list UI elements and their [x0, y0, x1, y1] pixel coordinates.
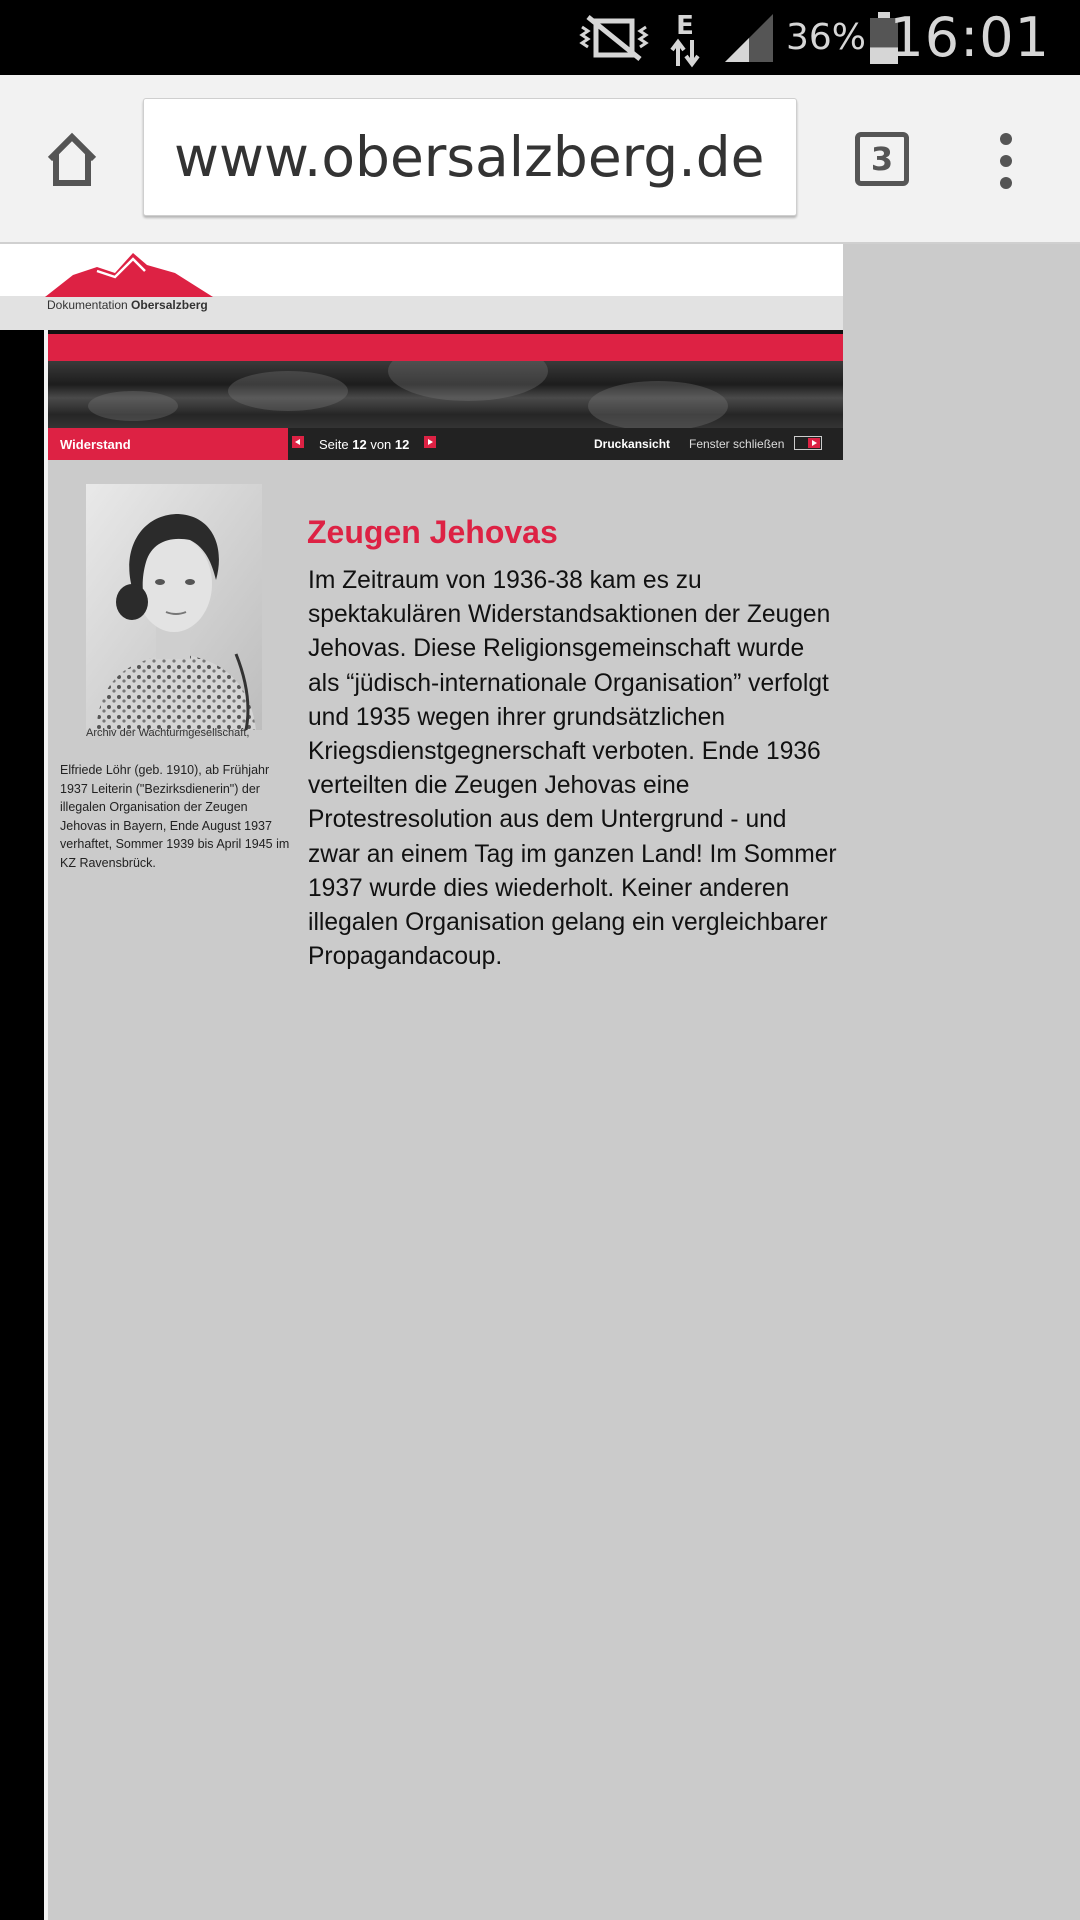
article-title: Zeugen Jehovas	[307, 514, 558, 550]
next-page-button[interactable]	[424, 436, 436, 448]
tabs-button[interactable]	[855, 132, 909, 186]
page-prefix: Seite	[319, 436, 353, 452]
logo-text	[47, 298, 208, 312]
banner-red-stripe	[48, 334, 843, 361]
print-view-link[interactable]: Druckansicht	[594, 437, 671, 451]
page-mid: von	[366, 436, 395, 452]
previous-page-button[interactable]	[292, 436, 304, 448]
url-text: www.obersalzberg.de	[174, 125, 765, 189]
overflow-menu-icon	[996, 131, 1016, 191]
portrait-photo	[86, 484, 262, 730]
browser-toolbar	[0, 75, 1080, 244]
close-window-link[interactable]: Fenster schließen	[689, 437, 785, 451]
web-page	[0, 244, 1080, 1920]
photo-credit: Archiv der Wachturmgesellschaft,	[86, 727, 250, 739]
network-type-label: E	[676, 10, 694, 41]
photo-caption: Elfriede Löhr (geb. 1910), ab Frühjahr 1937 Leiterin ("Bezirksdienerin") der illegalen Organisation der Zeugen Jehovas in Bayern, Ende August 1937 verhaftet, Sommer 1939 bis April 1945 im KZ Ravensbrück.	[60, 763, 290, 870]
battery-percent: 36%	[785, 17, 866, 58]
page-total: 12	[394, 436, 410, 452]
close-window-icon[interactable]	[794, 436, 822, 450]
section-label[interactable]: Widerstand	[48, 428, 288, 460]
banner-image	[48, 361, 843, 428]
vibrate-off-icon	[578, 0, 650, 75]
signal-icon	[723, 0, 775, 75]
status-bar	[0, 0, 1080, 75]
url-bar[interactable]	[143, 98, 797, 216]
page-current: 12	[352, 436, 367, 452]
mountain-logo-icon	[45, 247, 225, 297]
home-button[interactable]	[40, 127, 104, 191]
article-body: Im Zeitraum von 1936-38 kam es zu spektakulären Widerstandsaktionen der Zeugen Jehovas. Diese Religionsgemeinschaft wurde als “jüdisch-internationale Organisation” verfolgt und 1935 wegen ihrer grundsätzlichen Kriegsdienstgegnerschaft verboten. Ende 1936 verteilten die Zeugen Jehovas eine Protestresolution aus dem Untergrund - und zwar an einem Tag im ganzen Land! Im Sommer 1937 wurde dies wiederholt. Keiner anderen illegalen Organisation gelang ein vergleichbarer Propagandacoup.	[308, 567, 837, 971]
left-frame-bar	[0, 330, 44, 1920]
overflow-menu-button[interactable]	[996, 131, 1016, 191]
left-frame-divider	[44, 330, 48, 1920]
clock: 16:01	[889, 6, 1050, 69]
logo-text-bold: Obersalzberg	[131, 298, 208, 312]
logo-text-light: Dokumentation	[47, 298, 132, 312]
home-icon	[40, 127, 104, 191]
tab-count: 3	[870, 140, 894, 178]
page-indicator	[319, 428, 409, 460]
network-e-icon	[668, 0, 702, 75]
